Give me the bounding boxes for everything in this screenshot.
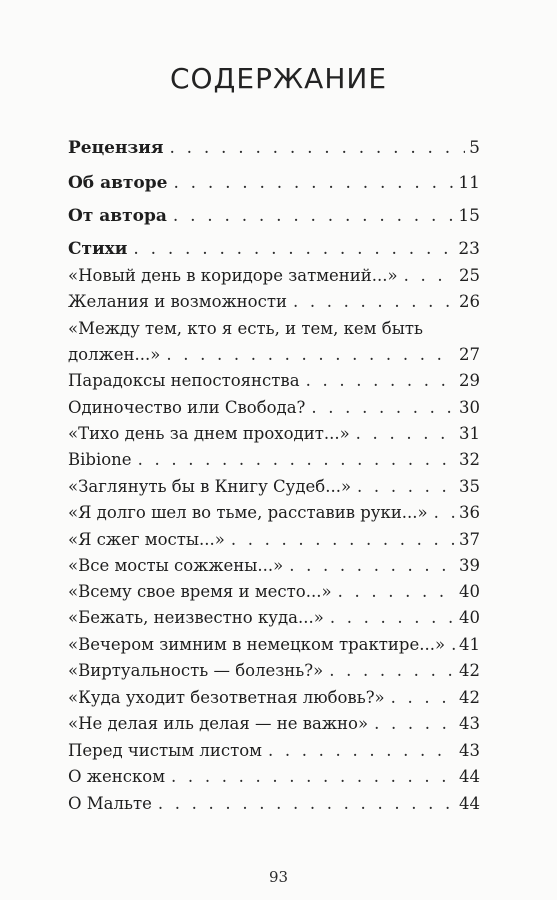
dot-leader bbox=[268, 740, 455, 762]
toc-entry-title: «Вечером зимним в немецком трактире...» bbox=[68, 635, 446, 654]
toc-entry bbox=[68, 476, 480, 502]
toc-entry-page: 44 bbox=[459, 767, 480, 786]
toc-entry-title: Перед чистым листом bbox=[68, 741, 262, 760]
dot-leader bbox=[357, 476, 455, 498]
toc-entry-title: «Куда уходит безответная любовь?» bbox=[68, 688, 385, 707]
dot-leader bbox=[169, 137, 465, 159]
toc-entry-title: «Не делая иль делая — не важно» bbox=[68, 714, 369, 733]
toc-entry-title: «Бежать, неизвестно куда...» bbox=[68, 608, 324, 627]
toc-entry bbox=[68, 172, 480, 198]
dot-leader bbox=[434, 502, 455, 524]
toc-entry-page: 39 bbox=[459, 556, 480, 575]
toc-entry bbox=[68, 555, 480, 581]
toc-entry bbox=[68, 502, 480, 528]
dot-leader bbox=[330, 607, 455, 629]
toc-entry-title: Желания и возможности bbox=[68, 292, 287, 311]
toc-entry bbox=[68, 634, 480, 660]
toc-entry bbox=[68, 205, 480, 231]
toc-entry-page: 43 bbox=[459, 741, 480, 760]
toc-entry-title: Парадоксы непостоянства bbox=[68, 371, 300, 390]
toc-entry bbox=[68, 291, 480, 317]
toc-entry-title: «Я сжег мосты...» bbox=[68, 530, 225, 549]
dot-leader bbox=[338, 581, 455, 603]
dot-leader bbox=[293, 291, 455, 313]
toc-entry-page: 11 bbox=[458, 173, 480, 193]
dot-leader bbox=[158, 793, 455, 815]
toc-entry-title: «Между тем, кто я есть, и тем, кем быть bbox=[68, 319, 423, 338]
toc-entry-title: «Виртуальность — болезнь?» bbox=[68, 661, 324, 680]
toc-entry-title: «Всему свое время и место...» bbox=[68, 582, 332, 601]
toc-entry-page: 26 bbox=[459, 292, 480, 311]
toc-entry bbox=[68, 370, 480, 396]
toc-entry bbox=[68, 397, 480, 423]
toc-entry-page: 31 bbox=[459, 424, 480, 443]
dot-leader bbox=[231, 529, 455, 551]
dot-leader bbox=[404, 265, 455, 287]
toc-entry-title: Стихи bbox=[68, 239, 128, 259]
toc-entry-page: 23 bbox=[458, 239, 480, 259]
dot-leader bbox=[329, 660, 455, 682]
toc-entry-page: 15 bbox=[458, 206, 480, 226]
toc-entry-page: 40 bbox=[459, 582, 480, 601]
dot-leader bbox=[451, 634, 455, 656]
toc-entry-title: О женском bbox=[68, 767, 166, 786]
dot-leader bbox=[171, 766, 455, 788]
toc-entry-page: 29 bbox=[459, 371, 480, 390]
toc-entry bbox=[68, 581, 480, 607]
dot-leader bbox=[356, 423, 455, 445]
dot-leader bbox=[166, 344, 455, 366]
dot-leader bbox=[306, 370, 455, 392]
toc-entry-title: «Новый день в коридоре затмений...» bbox=[68, 266, 398, 285]
toc-entry bbox=[68, 137, 480, 163]
toc-entry-page: 37 bbox=[459, 530, 480, 549]
toc-entry-page: 30 bbox=[459, 398, 480, 417]
toc-entry-page: 27 bbox=[459, 345, 480, 364]
toc-entry bbox=[68, 423, 480, 449]
toc-entry-page: 40 bbox=[459, 608, 480, 627]
toc-entry-title: О Мальте bbox=[68, 794, 152, 813]
toc-entry-title: Одиночество или Свобода? bbox=[68, 398, 306, 417]
toc-entry bbox=[68, 265, 480, 291]
toc-entry-title: «Тихо день за днем проходит...» bbox=[68, 424, 350, 443]
page-title: СОДЕРЖАНИЕ bbox=[169, 62, 388, 95]
toc-entry-title: «Заглянуть бы в Книгу Судеб...» bbox=[68, 477, 352, 496]
toc-entry-page: 32 bbox=[459, 450, 480, 469]
toc-entry bbox=[68, 238, 480, 264]
dot-leader bbox=[311, 397, 455, 419]
dot-leader bbox=[374, 713, 455, 735]
toc-entry bbox=[68, 766, 480, 792]
dot-leader bbox=[391, 687, 455, 709]
toc-entry-page: 44 bbox=[459, 794, 480, 813]
toc-entry bbox=[68, 607, 480, 633]
toc-entry-title: должен...» bbox=[68, 345, 161, 364]
toc-entry-title: Об авторе bbox=[68, 173, 168, 193]
toc-entry-title: «Все мосты сожжены...» bbox=[68, 556, 284, 575]
toc-entry-title: Рецензия bbox=[68, 138, 164, 158]
toc-entry bbox=[68, 740, 480, 766]
dot-leader bbox=[289, 555, 455, 577]
toc-entry bbox=[68, 318, 480, 344]
toc-entry bbox=[68, 660, 480, 686]
dot-leader bbox=[133, 238, 454, 260]
toc-entry bbox=[68, 687, 480, 713]
toc-entry-page: 43 bbox=[459, 714, 480, 733]
toc-entry bbox=[68, 793, 480, 819]
dot-leader bbox=[173, 205, 454, 227]
toc-entry-page: 5 bbox=[469, 138, 480, 158]
toc-entry-page: 25 bbox=[459, 266, 480, 285]
page-number: 93 bbox=[268, 868, 289, 886]
dot-leader bbox=[138, 449, 455, 471]
toc-entry-title: «Я долго шел во тьме, расставив руки...» bbox=[68, 503, 428, 522]
toc-entry-title: Bibione bbox=[68, 450, 132, 469]
toc-entry bbox=[68, 713, 480, 739]
toc-entry bbox=[68, 344, 480, 370]
toc-entry-page: 35 bbox=[459, 477, 480, 496]
toc-entry bbox=[68, 449, 480, 475]
toc-entry-page: 42 bbox=[459, 688, 480, 707]
toc-entry-title: От автора bbox=[68, 206, 167, 226]
toc-entry bbox=[68, 529, 480, 555]
toc-entry-page: 41 bbox=[459, 635, 480, 654]
dot-leader bbox=[173, 172, 454, 194]
toc-entry-page: 42 bbox=[459, 661, 480, 680]
toc-entry-page: 36 bbox=[459, 503, 480, 522]
